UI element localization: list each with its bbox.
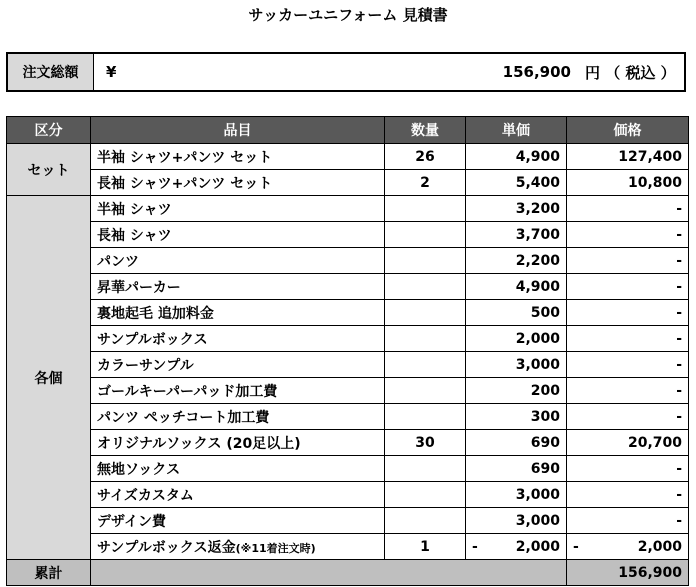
- price-cell[interactable]: 20,700: [567, 430, 689, 456]
- order-total-value: [94, 54, 684, 90]
- qty-cell[interactable]: [385, 326, 466, 352]
- estimate-table: [6, 116, 689, 586]
- price-cell[interactable]: -: [567, 300, 689, 326]
- order-total-unit: 円 （ 税込 ）: [585, 63, 676, 82]
- qty-cell[interactable]: [385, 274, 466, 300]
- header-unit-price: 単価: [466, 117, 567, 144]
- refund-item-label: サンプルボックス返金: [97, 539, 236, 556]
- unit-price-cell[interactable]: 2,000: [466, 326, 567, 352]
- qty-cell[interactable]: [385, 222, 466, 248]
- item-cell[interactable]: 無地ソックス: [91, 456, 385, 482]
- page-title: サッカーユニフォーム 見積書: [248, 6, 448, 24]
- qty-cell[interactable]: [385, 248, 466, 274]
- unit-price-cell[interactable]: 200: [466, 378, 567, 404]
- item-cell[interactable]: ゴールキーパーパッド加工費: [91, 378, 385, 404]
- qty-cell[interactable]: [385, 196, 466, 222]
- qty-cell[interactable]: [385, 300, 466, 326]
- unit-price-cell[interactable]: 500: [466, 300, 567, 326]
- price-cell[interactable]: -: [567, 326, 689, 352]
- header-item: 品目: [91, 117, 385, 144]
- header-category: 区分: [7, 117, 91, 144]
- unit-price-cell[interactable]: 300: [466, 404, 567, 430]
- item-cell[interactable]: オリジナルソックス (20足以上): [91, 430, 385, 456]
- item-cell[interactable]: カラーサンプル: [91, 352, 385, 378]
- sum-label: 累計: [7, 560, 91, 586]
- table-row: [7, 222, 689, 248]
- table-row: [7, 170, 689, 196]
- qty-cell[interactable]: [385, 378, 466, 404]
- item-cell[interactable]: 長袖 シャツ: [91, 222, 385, 248]
- item-cell[interactable]: サンプルボックス: [91, 326, 385, 352]
- qty-cell[interactable]: 1: [385, 534, 466, 560]
- order-total-amount: 156,900: [502, 63, 571, 81]
- unit-price-cell[interactable]: 3,200: [466, 196, 567, 222]
- qty-cell[interactable]: [385, 404, 466, 430]
- table-row-refund: [7, 534, 689, 560]
- price-cell[interactable]: 127,400: [567, 144, 689, 170]
- header-qty: 数量: [385, 117, 466, 144]
- qty-cell[interactable]: 30: [385, 430, 466, 456]
- price-cell[interactable]: -: [567, 352, 689, 378]
- price-cell[interactable]: -: [567, 248, 689, 274]
- price-cell[interactable]: -: [567, 508, 689, 534]
- table-row: [7, 248, 689, 274]
- table-row: [7, 144, 689, 170]
- table-row: [7, 352, 689, 378]
- item-cell[interactable]: 半袖 シャツ+パンツ セット: [91, 144, 385, 170]
- unit-price-cell[interactable]: 3,700: [466, 222, 567, 248]
- price-cell[interactable]: -: [567, 274, 689, 300]
- table-row: [7, 404, 689, 430]
- qty-cell[interactable]: [385, 352, 466, 378]
- item-cell[interactable]: デザイン費: [91, 508, 385, 534]
- item-cell[interactable]: 半袖 シャツ: [91, 196, 385, 222]
- table-row: [7, 430, 689, 456]
- price-cell[interactable]: [567, 534, 689, 560]
- unit-price-cell[interactable]: 3,000: [466, 508, 567, 534]
- table-row: [7, 326, 689, 352]
- qty-cell[interactable]: 2: [385, 170, 466, 196]
- table-row: [7, 300, 689, 326]
- order-total-label: 注文総額: [8, 54, 94, 90]
- minus-sign: -: [573, 538, 579, 555]
- table-row: [7, 508, 689, 534]
- sum-row: [7, 560, 689, 586]
- item-cell[interactable]: 昇華パーカー: [91, 274, 385, 300]
- order-total-box: [6, 52, 686, 92]
- unit-price-cell[interactable]: 5,400: [466, 170, 567, 196]
- table-header-row: [7, 117, 689, 144]
- price-cell[interactable]: -: [567, 482, 689, 508]
- item-cell[interactable]: パンツ ペッチコート加工費: [91, 404, 385, 430]
- qty-cell[interactable]: [385, 482, 466, 508]
- table-row: [7, 456, 689, 482]
- item-cell[interactable]: パンツ: [91, 248, 385, 274]
- table-row: [7, 274, 689, 300]
- item-cell[interactable]: 長袖 シャツ+パンツ セット: [91, 170, 385, 196]
- unit-price-cell[interactable]: 3,000: [466, 352, 567, 378]
- refund-item-note: (※11着注文時): [235, 541, 316, 555]
- table-row: [7, 196, 689, 222]
- refund-total: 2,000: [637, 538, 682, 555]
- unit-price-cell[interactable]: 4,900: [466, 144, 567, 170]
- qty-cell[interactable]: 26: [385, 144, 466, 170]
- item-cell[interactable]: [91, 534, 385, 560]
- item-cell[interactable]: サイズカスタム: [91, 482, 385, 508]
- header-price: 価格: [567, 117, 689, 144]
- qty-cell[interactable]: [385, 456, 466, 482]
- table-row: [7, 482, 689, 508]
- price-cell[interactable]: -: [567, 456, 689, 482]
- item-cell[interactable]: 裏地起毛 追加料金: [91, 300, 385, 326]
- sum-empty: [91, 560, 567, 586]
- refund-unit-price: 2,000: [515, 538, 560, 555]
- category-set: セット: [7, 144, 91, 196]
- unit-price-cell[interactable]: 690: [466, 430, 567, 456]
- unit-price-cell[interactable]: [466, 534, 567, 560]
- category-each: 各個: [7, 196, 91, 560]
- unit-price-cell[interactable]: 3,000: [466, 482, 567, 508]
- price-cell[interactable]: -: [567, 222, 689, 248]
- unit-price-cell[interactable]: 2,200: [466, 248, 567, 274]
- currency-symbol: ¥: [106, 63, 117, 81]
- price-cell[interactable]: -: [567, 196, 689, 222]
- qty-cell[interactable]: [385, 508, 466, 534]
- table-row: [7, 378, 689, 404]
- price-cell[interactable]: 10,800: [567, 170, 689, 196]
- price-cell[interactable]: -: [567, 404, 689, 430]
- unit-price-cell[interactable]: 690: [466, 456, 567, 482]
- price-cell[interactable]: -: [567, 378, 689, 404]
- unit-price-cell[interactable]: 4,900: [466, 274, 567, 300]
- sum-total[interactable]: 156,900: [567, 560, 689, 586]
- minus-sign: -: [472, 538, 478, 555]
